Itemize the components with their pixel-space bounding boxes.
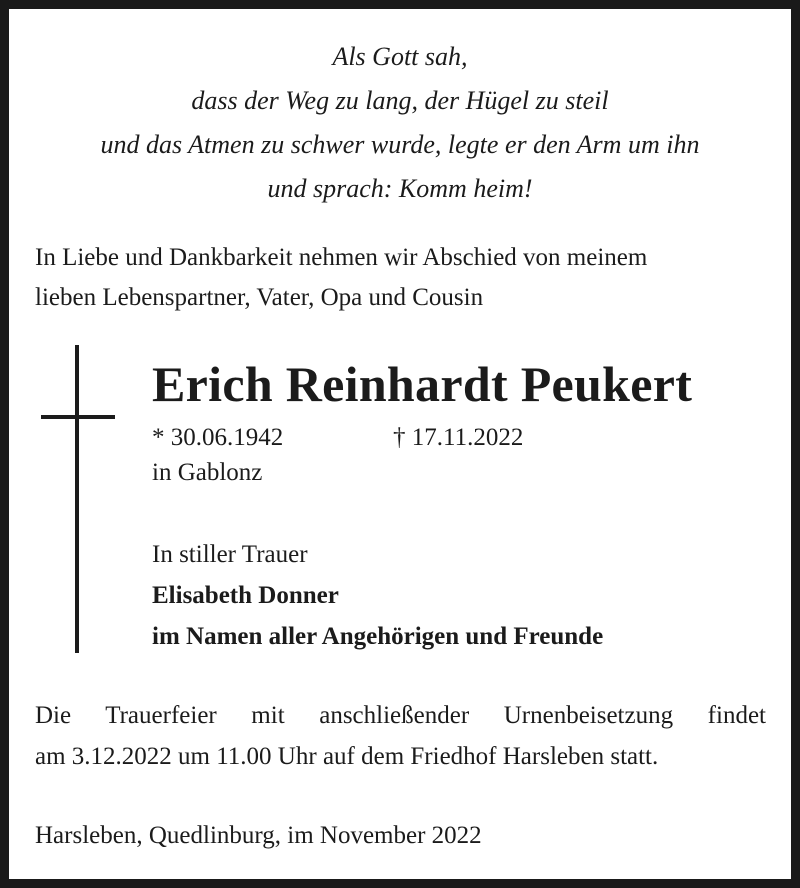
mourners-block (152, 534, 603, 657)
poem-line: dass der Weg zu lang, der Hügel zu steil (191, 86, 609, 115)
death-date: † 17.11.2022 (393, 424, 524, 451)
farewell-intro (35, 238, 775, 318)
life-dates (152, 420, 524, 456)
poem-line: und sprach: Komm heim! (267, 174, 533, 203)
poem-line: und das Atmen zu schwer wurde, legte er den Arm um ihn (100, 130, 700, 159)
service-line: am 3.12.2022 um 11.00 Uhr auf dem Friedhof Harsleben statt. (35, 743, 659, 770)
intro-line: lieben Lebenspartner, Vater, Opa und Cousin (35, 284, 484, 311)
cross-vertical-bar (75, 345, 79, 653)
poem-line: Als Gott sah, (332, 42, 468, 71)
intro-line: In Liebe und Dankbarkeit nehmen wir Abschied von meinem (35, 244, 648, 271)
place-and-date: Harsleben, Quedlinburg, im November 2022 (35, 822, 482, 849)
cross-horizontal-bar (41, 415, 115, 419)
poem (9, 35, 791, 211)
mourner-relatives: im Namen aller Angehörigen und Freunde (152, 623, 604, 650)
service-line: Die Trauerfeier mit anschließender Urnenbeisetzung findet (35, 702, 766, 729)
birth-date: * 30.06.1942 (152, 424, 284, 451)
birthplace: in Gablonz (152, 459, 263, 486)
mourning-intro: In stiller Trauer (152, 541, 308, 568)
funeral-service-info (35, 695, 766, 777)
mourner-name: Elisabeth Donner (152, 582, 339, 609)
deceased-name: Erich Reinhardt Peukert (152, 356, 693, 412)
